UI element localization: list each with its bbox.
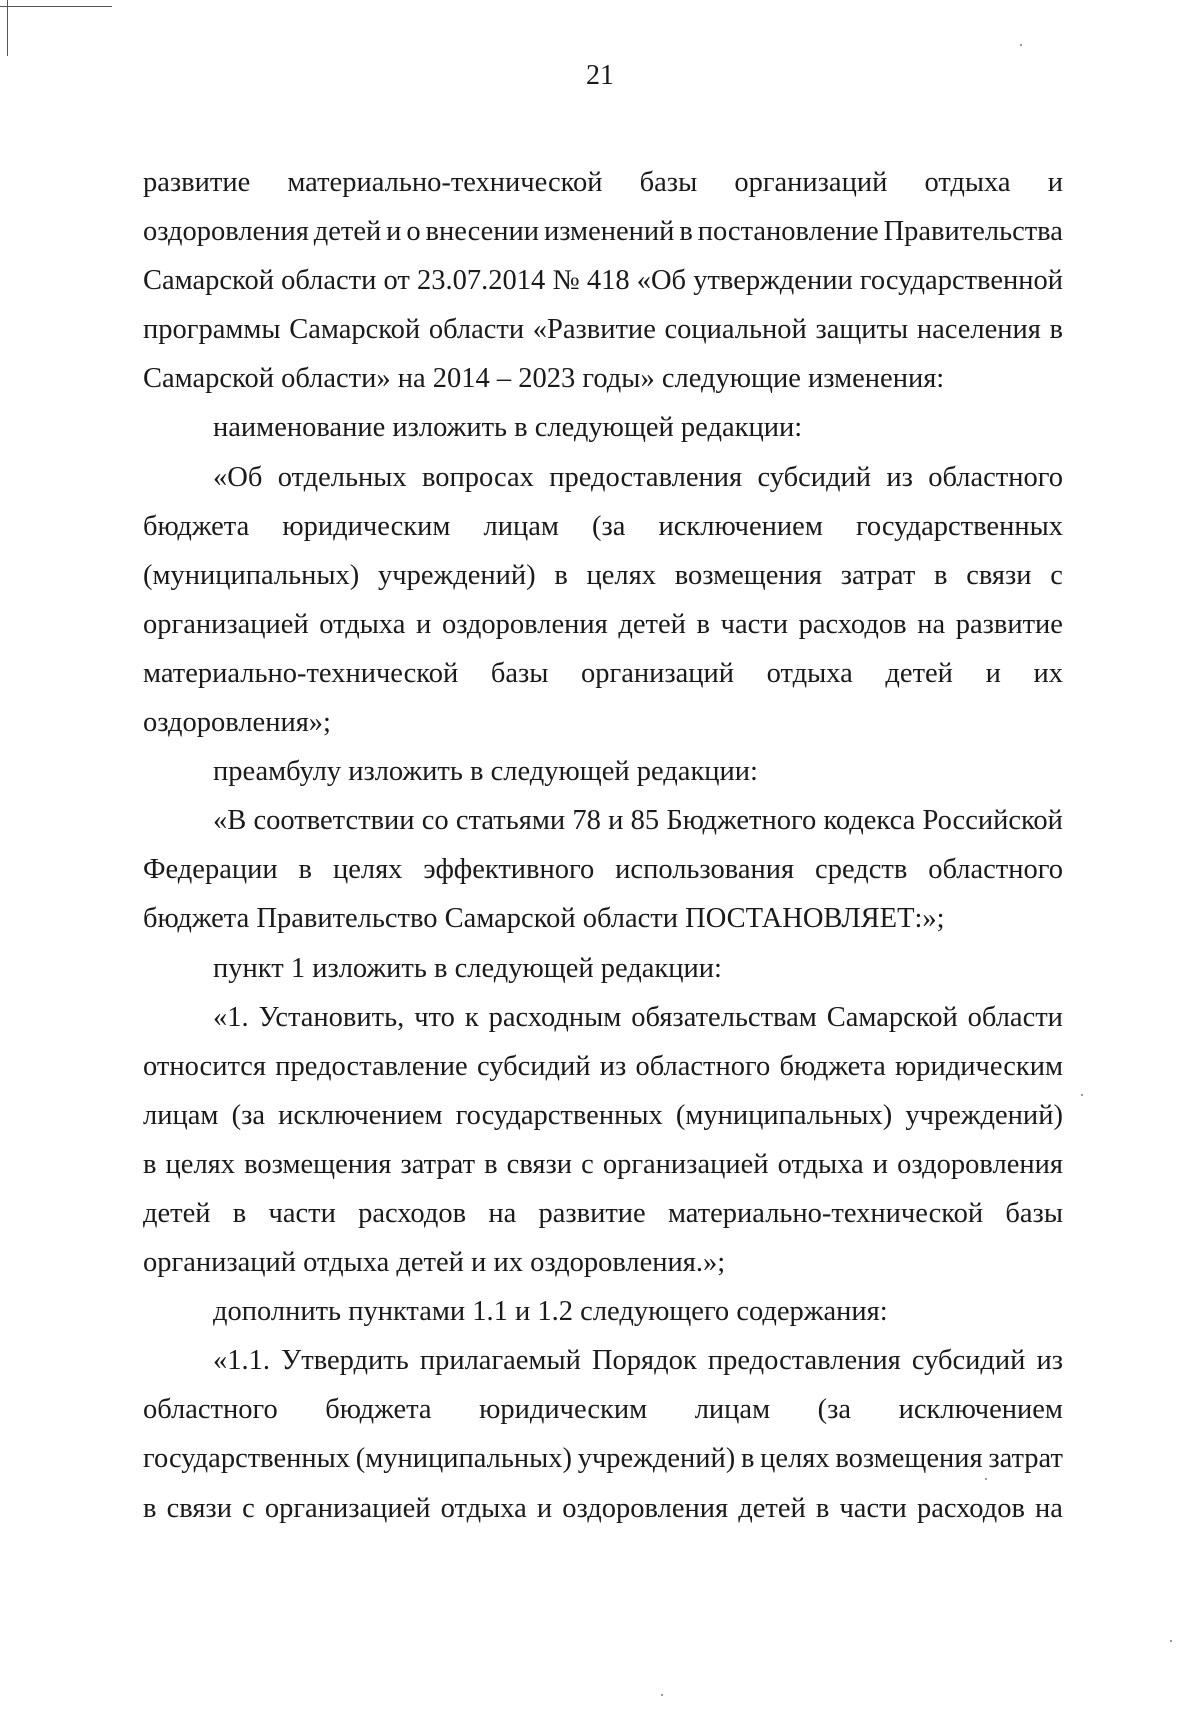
word: наименование: [213, 412, 386, 444]
word: и: [386, 216, 402, 248]
word: из: [599, 1050, 627, 1082]
word: отдыха: [766, 657, 853, 689]
word: Самарской: [444, 903, 576, 935]
word: о: [406, 216, 421, 248]
word: оздоровления: [897, 1148, 1063, 1180]
word: базы: [1005, 1197, 1063, 1229]
word: и: [536, 1492, 553, 1524]
word: целях: [332, 854, 403, 886]
word: в: [298, 854, 313, 886]
word: и: [608, 805, 624, 837]
word: от: [383, 265, 410, 297]
word: на: [1035, 1492, 1063, 1524]
word: Правительства: [883, 216, 1063, 248]
word: целях: [165, 1148, 236, 1180]
scan-border-line: [7, 0, 8, 56]
word: возмещения: [674, 559, 822, 591]
text-line: [143, 1336, 1063, 1385]
word: в: [741, 1443, 755, 1475]
word: редакции:: [600, 952, 722, 984]
word: «Об: [636, 265, 687, 297]
text-line: [143, 453, 1063, 502]
word: части: [268, 1197, 336, 1229]
text-line: [143, 845, 1063, 894]
document-body: [143, 158, 1063, 1533]
word: детей: [396, 1247, 464, 1279]
word: расходов: [916, 1492, 1025, 1524]
word: дополнить: [213, 1296, 342, 1328]
word: «Развитие: [532, 314, 656, 346]
word: предоставления: [707, 1345, 901, 1377]
word: 418: [586, 265, 630, 297]
word: Самарской: [289, 314, 421, 346]
word: годы»: [582, 363, 655, 395]
text-line: [143, 1385, 1063, 1434]
word: развитие: [143, 167, 251, 198]
page-number: 21: [586, 60, 614, 91]
word: на: [488, 1197, 517, 1229]
word: учреждений): [577, 1443, 736, 1475]
word: бюджета: [325, 1394, 432, 1426]
word: предоставления: [549, 461, 743, 493]
word: области: [967, 1001, 1063, 1033]
text-line: [143, 502, 1063, 551]
word: «В: [213, 805, 247, 837]
word: с: [581, 1148, 594, 1180]
word: 23.07.2014: [417, 265, 546, 297]
word: целях: [586, 559, 656, 591]
word: в: [143, 1492, 157, 1524]
text-line: [143, 796, 1063, 845]
text-line: [143, 993, 1063, 1042]
word: отдыха: [440, 1492, 527, 1524]
word: развитие: [955, 608, 1063, 640]
word: «Об: [213, 461, 263, 493]
word: 1: [290, 952, 306, 984]
word: что: [414, 1001, 455, 1033]
word: области: [428, 314, 525, 346]
word: организацией: [143, 608, 309, 640]
word: связи: [166, 1492, 232, 1524]
word: детей: [313, 216, 382, 248]
word: населения: [916, 314, 1041, 346]
word: отдыха: [319, 608, 406, 640]
word: Федерации: [143, 854, 278, 886]
word: исключением: [278, 1099, 443, 1131]
word: эффективного: [423, 854, 595, 886]
word: детей: [885, 657, 953, 689]
word: преамбулу: [213, 756, 342, 788]
word: в: [679, 216, 693, 248]
word: расходов: [358, 1197, 467, 1229]
word: юридическим: [479, 1394, 648, 1426]
word: области: [281, 265, 377, 297]
word: юридическим: [894, 1050, 1063, 1082]
word: редакции:: [680, 412, 803, 444]
word: возмещения: [835, 1443, 983, 1475]
word: лицам: [483, 510, 559, 542]
word: бюджета: [779, 1050, 886, 1082]
word: Российской: [922, 805, 1063, 837]
word: из: [1036, 1345, 1063, 1377]
word: области»: [281, 363, 391, 395]
word: следующего: [580, 1296, 730, 1328]
word: бюджета: [143, 903, 250, 935]
word: государственных: [455, 1099, 663, 1131]
word: «1.: [213, 1001, 249, 1033]
word: исключением: [898, 1394, 1063, 1426]
scan-speck: [1170, 1640, 1172, 1642]
word: организацией: [602, 1148, 769, 1180]
word: 1.2: [537, 1296, 574, 1328]
word: защиты: [815, 314, 909, 346]
word: областного: [928, 854, 1063, 886]
text-line: [143, 158, 1063, 207]
word: субсидий: [911, 1345, 1026, 1377]
word: предоставление: [275, 1050, 468, 1082]
word: материально-технической: [287, 167, 603, 198]
text-line: [143, 649, 1063, 698]
word: организаций: [734, 167, 888, 198]
text-line: [143, 1140, 1063, 1189]
word: областного: [143, 1394, 278, 1426]
word: их: [493, 1247, 523, 1279]
word: (за: [231, 1099, 265, 1131]
text-line: [143, 1287, 1063, 1336]
scan-border-line: [0, 6, 112, 7]
word: и: [471, 1247, 487, 1279]
word: затрат: [840, 559, 916, 591]
word: расходов: [798, 608, 907, 640]
word: соответствии: [253, 805, 415, 837]
word: внесении: [425, 216, 540, 248]
word: статьями: [455, 805, 566, 837]
word: изложить: [348, 756, 463, 788]
word: №: [552, 265, 580, 297]
word: обязательствам: [631, 1001, 817, 1033]
word: изложить: [392, 412, 508, 444]
word: области: [582, 903, 679, 935]
word: 1.1: [472, 1296, 508, 1328]
word: оздоровления.»;: [530, 1247, 726, 1279]
word: исключением: [658, 510, 823, 542]
word: и: [1047, 167, 1063, 198]
word: Утвердить: [281, 1345, 409, 1377]
word: государственных: [855, 510, 1063, 542]
word: организаций: [143, 1247, 297, 1279]
word: детей: [143, 1197, 211, 1229]
text-line: [143, 698, 1063, 747]
text-line: [143, 1042, 1063, 1091]
word: в: [934, 559, 948, 591]
text-line: [143, 256, 1063, 305]
word: детей: [738, 1492, 806, 1524]
text-line: [143, 1238, 1063, 1287]
word: в: [143, 1148, 157, 1180]
text-line: [143, 747, 1063, 796]
word: в: [1049, 314, 1063, 346]
word: лицам: [143, 1099, 219, 1131]
word: отдельных: [277, 461, 407, 493]
word: организацией: [264, 1492, 431, 1524]
word: средств: [815, 854, 908, 886]
word: ПОСТАНОВЛЯЕТ:»;: [685, 903, 945, 935]
word: оздоровления: [143, 216, 309, 248]
word: кодекса: [823, 805, 916, 837]
word: следующей: [454, 952, 594, 984]
word: и: [416, 608, 432, 640]
word: отдыха: [303, 1247, 390, 1279]
word: 78: [572, 805, 601, 837]
word: относится: [143, 1050, 267, 1082]
word: отдыха: [924, 167, 1011, 198]
word: со: [421, 805, 449, 837]
text-line: [143, 944, 1063, 993]
word: возмещения: [244, 1148, 392, 1180]
word: отдыха: [777, 1148, 864, 1180]
word: развитие: [538, 1197, 646, 1229]
word: 2023: [518, 363, 576, 395]
word: (муниципальных): [143, 559, 360, 591]
word: оздоровления»;: [143, 707, 331, 739]
word: социальной: [664, 314, 807, 346]
word: Правительство: [256, 903, 438, 935]
word: вопросах: [422, 461, 534, 493]
word: государственной: [859, 265, 1063, 297]
word: Порядок: [591, 1345, 697, 1377]
word: оздоровления: [562, 1492, 729, 1524]
word: Самарской: [826, 1001, 958, 1033]
word: программы: [143, 314, 281, 346]
text-line: [143, 1091, 1063, 1140]
word: изменения:: [808, 363, 945, 395]
text-line: [143, 1434, 1063, 1483]
text-line: [143, 894, 1063, 943]
word: в: [554, 559, 568, 591]
word: расходным: [488, 1001, 622, 1033]
word: связи: [506, 1148, 573, 1180]
word: субсидий: [476, 1050, 591, 1082]
word: утверждении: [693, 265, 853, 297]
word: в: [232, 1197, 247, 1229]
word: учреждений): [378, 559, 536, 591]
word: пункт: [213, 952, 284, 984]
word: Установить,: [258, 1001, 405, 1033]
word: юридическим: [282, 510, 451, 542]
word: лицам: [694, 1394, 771, 1426]
text-line: [143, 1484, 1063, 1533]
word: Бюджетного: [666, 805, 817, 837]
word: оздоровления: [441, 608, 608, 640]
scan-speck: [661, 1694, 663, 1696]
word: (муниципальных): [355, 1443, 573, 1475]
text-line: [143, 1189, 1063, 1238]
word: на: [397, 363, 426, 395]
word: прилагаемый: [419, 1345, 581, 1377]
word: бюджета: [143, 510, 250, 542]
word: и: [515, 1296, 531, 1328]
word: изменений: [543, 216, 675, 248]
word: постановление: [697, 216, 879, 248]
word: содержания:: [736, 1296, 888, 1328]
word: «1.1.: [213, 1345, 270, 1377]
word: пунктами: [348, 1296, 466, 1328]
word: учреждений): [905, 1099, 1063, 1131]
word: Самарской: [143, 265, 274, 297]
word: в: [484, 1148, 498, 1180]
word: их: [1033, 657, 1063, 689]
scan-speck: [985, 1478, 987, 1480]
word: части: [720, 608, 788, 640]
word: к: [464, 1001, 479, 1033]
scan-speck: [1020, 44, 1022, 46]
text-line: [143, 354, 1063, 403]
word: в: [815, 1492, 830, 1524]
word: субсидий: [757, 461, 872, 493]
word: в: [696, 608, 710, 640]
text-line: [143, 600, 1063, 649]
word: базы: [490, 657, 549, 689]
word: государственных: [143, 1443, 351, 1475]
word: целях: [760, 1443, 830, 1475]
word: с: [242, 1492, 255, 1524]
word: детей: [618, 608, 686, 640]
word: с: [1050, 559, 1063, 591]
word: на: [917, 608, 946, 640]
scan-speck: [1081, 1094, 1083, 1096]
word: использования: [615, 854, 795, 886]
word: –: [496, 363, 512, 395]
word: следующие: [661, 363, 801, 395]
word: в: [514, 412, 528, 444]
word: базы: [639, 167, 698, 198]
word: Самарской: [143, 363, 274, 395]
text-line: [143, 403, 1063, 452]
word: в: [470, 756, 484, 788]
text-line: [143, 551, 1063, 600]
word: части: [839, 1492, 907, 1524]
word: (за: [592, 510, 626, 542]
word: областного: [635, 1050, 771, 1082]
word: организаций: [581, 657, 735, 689]
word: затрат: [400, 1148, 476, 1180]
word: (за: [817, 1394, 852, 1426]
word: материально-технической: [143, 657, 459, 689]
word: 2014: [432, 363, 490, 395]
word: 85: [630, 805, 660, 837]
word: и: [985, 657, 1001, 689]
word: (муниципальных): [675, 1099, 893, 1131]
word: областного: [928, 461, 1063, 493]
word: из: [886, 461, 913, 493]
word: редакции:: [636, 756, 758, 788]
word: связи: [966, 559, 1032, 591]
text-line: [143, 207, 1063, 256]
word: материально-технической: [667, 1197, 984, 1229]
word: и: [872, 1148, 889, 1180]
word: в: [433, 952, 448, 984]
word: следующей: [534, 412, 674, 444]
word: следующей: [490, 756, 630, 788]
text-line: [143, 305, 1063, 354]
word: изложить: [312, 952, 427, 984]
word: затрат: [988, 1443, 1063, 1475]
